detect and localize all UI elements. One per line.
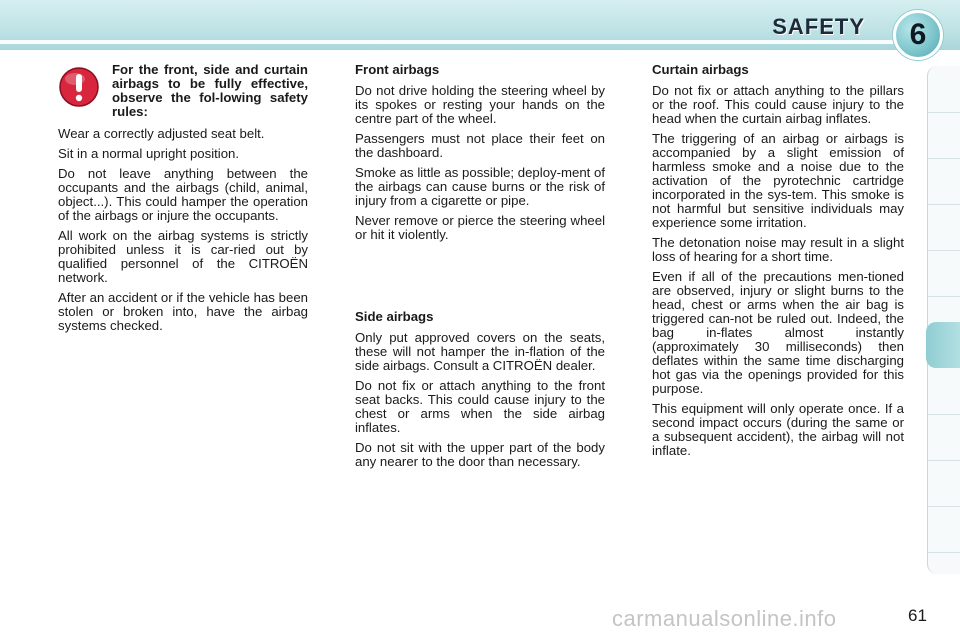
chapter-tab[interactable] (928, 66, 960, 113)
chapter-tab[interactable] (928, 250, 960, 297)
chapter-number: 6 (909, 18, 927, 51)
chapter-tab[interactable] (928, 368, 960, 415)
paragraph: Wear a correctly adjusted seat belt. (58, 126, 265, 141)
watermark: carmanualsonline.info (612, 606, 837, 631)
paragraph: Sit in a normal upright position. (58, 146, 240, 161)
paragraph: All work on the airbag systems is strictly prohibited unless it is car-ried out by qualified personnel of the CITROËN network. (58, 228, 308, 285)
paragraph: Do not fix or attach anything to the pillars or the roof. This could cause injury to the head when the curtain airbag inflates. (652, 83, 904, 126)
section-heading: Side airbags (355, 309, 434, 324)
paragraph: Do not fix or attach anything to the front seat backs. This could cause injury to the chest or arms when the side airbag inflates. (355, 378, 605, 435)
safety-rules-intro: For the front, side and curtain airbags to be fully effective, observe the fol-lowing safety rules: (112, 62, 308, 119)
paragraph: Do not drive holding the steering wheel by its spokes or resting your hands on the centre part of the wheel. (355, 83, 605, 126)
chapter-tab[interactable] (928, 112, 960, 159)
front-airbags-section (355, 63, 605, 248)
chapter-tab[interactable] (928, 204, 960, 251)
chapter-tab[interactable] (928, 506, 960, 553)
paragraph: Do not sit with the upper part of the body any nearer to the door than necessary. (355, 440, 605, 469)
paragraph: After an accident or if the vehicle has been stolen or broken into, have the airbag systems checked. (58, 290, 308, 333)
paragraph: Even if all of the precautions men-tioned are observed, injury or slight burns to the head, chest or arms when the air bag is triggered can-not be ruled out. Indeed, the bag in-flates almost instantly (approximately 30 milliseconds) then deflates within the same time discharging hot gas via the openings provided for this purpose. (652, 269, 904, 396)
paragraph: Do not leave anything between the occupants and the airbags (child, animal, object...). This could hamper the operation of the airbags or injure the occupants. (58, 166, 308, 223)
chapter-tabs (927, 66, 960, 574)
paragraph: The detonation noise may result in a slight loss of hearing for a short time. (652, 235, 904, 264)
paragraph: Never remove or pierce the steering wheel or hit it violently. (355, 213, 605, 242)
side-airbags-section (355, 310, 605, 475)
section-heading: Front airbags (355, 62, 440, 77)
general-rules-column (58, 127, 308, 339)
page-number: 61 (908, 606, 927, 625)
chapter-badge (893, 10, 943, 60)
exclamation-warning-icon (58, 66, 100, 108)
chapter-tab[interactable] (928, 460, 960, 507)
section-title: SAFETY (772, 14, 865, 39)
paragraph: Only put approved covers on the seats, these will not hamper the in-flation of the side airbags. Consult a CITROËN dealer. (355, 330, 605, 373)
chapter-tab[interactable] (928, 414, 960, 461)
header-divider (0, 40, 900, 44)
chapter-tab[interactable] (928, 158, 960, 205)
paragraph: Smoke as little as possible; deploy-ment of the airbags can cause burns or the risk of injury from a cigarette or pipe. (355, 165, 605, 208)
paragraph: The triggering of an airbag or airbags is accompanied by a slight emission of harmless smoke and a noise due to the activation of the pyrotechnic cartridge incorporated in the sys-tem. This smoke is not harmful but sensitive individuals may experience some irritation. (652, 131, 904, 230)
paragraph: Passengers must not place their feet on the dashboard. (355, 131, 605, 160)
curtain-airbags-section (652, 63, 904, 464)
paragraph: This equipment will only operate once. If a second impact occurs (during the same or a subsequent accident), the airbag will not inflate. (652, 401, 904, 458)
chapter-tab-active[interactable] (926, 322, 960, 368)
section-heading: Curtain airbags (652, 62, 749, 77)
